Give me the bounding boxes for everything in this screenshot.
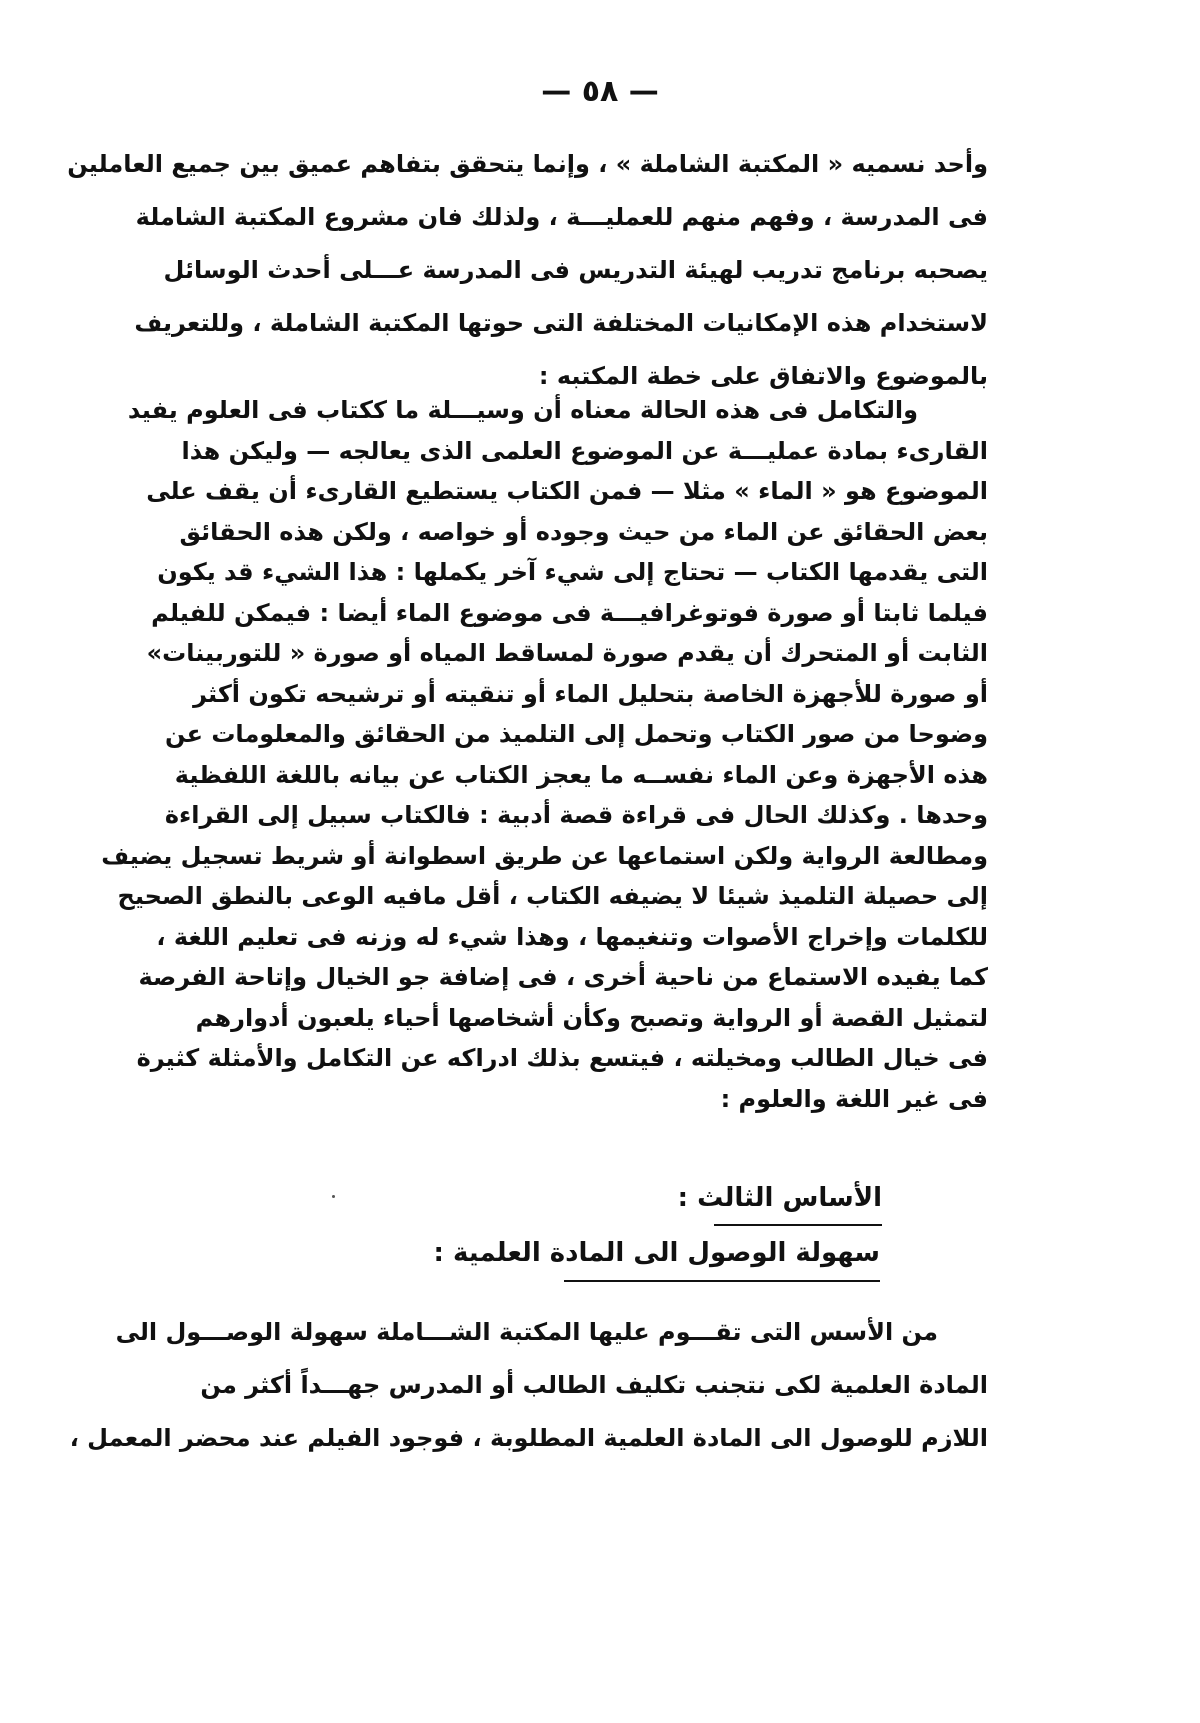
section-heading: الأساس الثالث : [677, 1183, 882, 1213]
text-line: فيلما ثابتا أو صورة فوتوغرافيـــة فى موضوع الماء أيضا : فيمكن للفيلم [151, 598, 988, 627]
paragraph-3 [69, 1306, 988, 1465]
text-line: الثابت أو المتحرك أن يقدم صورة لمساقط المياه أو صورة « للتوربينات» [146, 639, 988, 667]
text-line: وأحد نسميه « المكتبة الشاملة » ، وإنما يتحقق بتفاهم عميق بين جميع العاملين [67, 150, 988, 178]
text-line: أو صورة للأجهزة الخاصة بتحليل الماء أو تنقيته أو ترشيحه تكون أكثر [193, 679, 988, 708]
text-line: القارىء بمادة عمليـــة عن الموضوع العلمى الذى يعالجه — وليكن هذا [181, 436, 988, 465]
heading-underline [714, 1224, 882, 1226]
page-number: — ٥٨ — [541, 74, 659, 109]
text-line: والتكامل فى هذه الحالة معناه أن وسيـــلة ما ككتاب فى العلوم يفيد [127, 396, 918, 424]
paragraph-1 [67, 138, 988, 403]
text-line: وضوحا من صور الكتاب وتحمل إلى التلميذ من الحقائق والمعلومات عن [164, 720, 988, 748]
text-line: كما يفيده الاستماع من ناحية أخرى ، فى إضافة جو الخيال وإتاحة الفرصة [138, 963, 988, 991]
text-line: التى يقدمها الكتاب — تحتاج إلى شيء آخر يكملها : هذا الشيء قد يكون [157, 558, 988, 586]
section-subheading: سهولة الوصول الى المادة العلمية : [433, 1238, 880, 1268]
text-line: لاستخدام هذه الإمكانيات المختلفة التى حوتها المكتبة الشاملة ، وللتعريف [134, 309, 988, 337]
text-line: وحدها . وكذلك الحال فى قراءة قصة أدبية : فالكتاب سبيل إلى القراءة [164, 801, 988, 829]
text-line: فى خيال الطالب ومخيلته ، فيتسع بذلك ادراكه عن التكامل والأمثلة كثيرة [136, 1044, 988, 1072]
text-line: الموضوع هو « الماء » مثلا — فمن الكتاب يستطيع القارىء أن يقف على [146, 477, 988, 505]
text-line: ومطالعة الرواية ولكن استماعها عن طريق اسطوانة أو شريط تسجيل يضيف [101, 841, 988, 870]
text-line: يصحبه برنامج تدريب لهيئة التدريس فى المدرسة عـــلى أحدث الوسائل [163, 256, 988, 284]
text-line: بعض الحقائق عن الماء من حيث وجوده أو خواصه ، ولكن هذه الحقائق [179, 517, 988, 546]
scan-speck [332, 1195, 335, 1198]
text-line: للكلمات وإخراج الأصوات وتنغيمها ، وهذا شيء له وزنه فى تعليم اللغة ، [156, 922, 988, 951]
text-line: اللازم للوصول الى المادة العلمية المطلوبة ، فوجود الفيلم عند محضر المعمل ، [69, 1424, 988, 1452]
text-line: فى غير اللغة والعلوم : [720, 1084, 988, 1113]
text-line: فى المدرسة ، وفهم منهم للعمليـــة ، ولذلك فان مشروع المكتبة الشاملة [135, 203, 988, 231]
text-line: هذه الأجهزة وعن الماء نفســه ما يعجز الكتاب عن بيانه باللغة اللفظية [174, 760, 988, 789]
text-line: بالموضوع والاتفاق على خطة المكتبه : [538, 362, 988, 390]
paragraph-2 [101, 390, 988, 1119]
text-line: من الأسس التى تقـــوم عليها المكتبة الشـــاملة سهولة الوصـــول الى [115, 1318, 938, 1346]
text-line: إلى حصيلة التلميذ شيئا لا يضيفه الكتاب ، أقل مافيه الوعى بالنطق الصحيح [117, 882, 988, 910]
text-line: المادة العلمية لكى نتجنب تكليف الطالب أو المدرس جهـــداً أكثر من [200, 1371, 988, 1399]
subheading-underline [564, 1280, 880, 1282]
text-line: لتمثيل القصة أو الرواية وتصبح وكأن أشخاصها أحياء يلعبون أدوارهم [195, 1003, 988, 1032]
